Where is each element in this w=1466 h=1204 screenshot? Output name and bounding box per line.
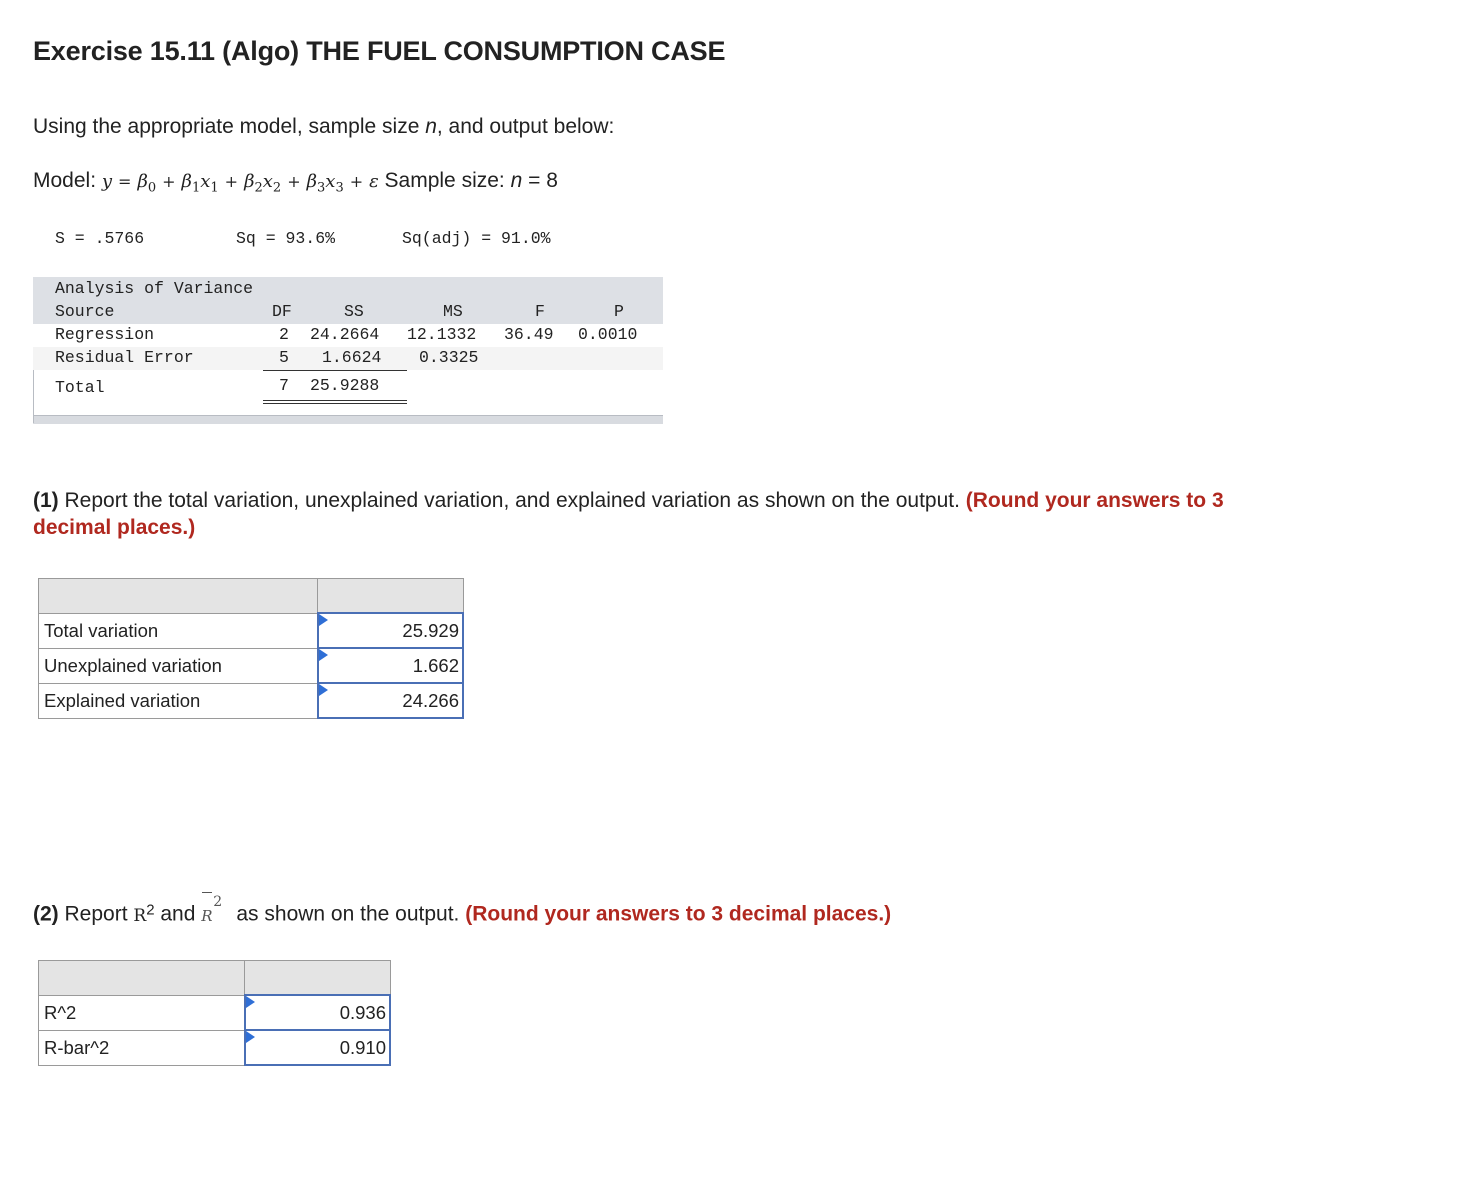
header-cell: [39, 961, 245, 996]
answer-table-header: [39, 579, 464, 614]
anova-left-border: [33, 370, 34, 423]
flag-icon: [319, 649, 328, 661]
answer-table-header: [39, 961, 391, 996]
table-row: [39, 683, 464, 718]
header-cell: [39, 579, 318, 614]
anova-col-ss: SS: [344, 302, 364, 321]
question-1-number: (1): [33, 489, 59, 512]
sample-size-value: 8: [546, 169, 558, 192]
r-bar-squared-input[interactable]: [245, 1030, 391, 1065]
question-1: [33, 487, 1433, 541]
row-label: R^2: [39, 995, 245, 1030]
anova-row-df: 7: [279, 376, 289, 395]
answer-value: 1.662: [412, 654, 459, 676]
model-equation: $y = \beta_0 + \beta_1x_1 + \beta_2x_2 + \beta_3x_3 + \varepsilon$: [101, 171, 385, 196]
anova-col-p: P: [614, 302, 624, 321]
anova-row-f: 36.49: [504, 325, 554, 344]
answer-value: 0.936: [339, 1001, 386, 1023]
question-2-and: and: [154, 902, 202, 926]
total-variation-input[interactable]: [318, 613, 464, 648]
answer-table-1: [38, 578, 464, 719]
question-2-number: (2): [33, 902, 59, 926]
intro-post: , and output below:: [436, 115, 615, 138]
answer-table-2: [38, 960, 391, 1066]
r-sup: 2: [146, 901, 155, 918]
r-bar-squared-symbol: [201, 893, 223, 930]
sample-size-label: Sample size:: [384, 169, 505, 192]
flag-icon: [319, 684, 328, 696]
table-row: [39, 648, 464, 683]
anova-col-df: DF: [272, 302, 292, 321]
anova-row-ms: 12.1332: [407, 325, 477, 344]
anova-sum-rule: [263, 370, 407, 371]
question-1-instruction: (Round your answers to 3: [965, 489, 1224, 512]
intro-pre: Using the appropriate model, sample size: [33, 115, 426, 138]
answer-value: 25.929: [402, 619, 459, 641]
anova-col-source: Source: [55, 302, 115, 321]
anova-row-df: 5: [279, 348, 289, 367]
anova-row-ss: 24.2664: [310, 325, 380, 344]
stat-s: S = .5766: [55, 229, 145, 248]
flag-icon: [319, 614, 328, 626]
unexplained-variation-input[interactable]: [318, 648, 464, 683]
anova-bottom-bar: [33, 415, 663, 424]
answer-value: 24.266: [402, 689, 459, 711]
question-2-post: as shown on the output.: [230, 902, 466, 926]
header-cell: [318, 579, 464, 614]
rbar-sup: 2: [213, 893, 223, 910]
sample-size-var: n: [510, 169, 523, 192]
anova-heading: Analysis of Variance: [55, 279, 254, 298]
table-row: [39, 995, 391, 1030]
stat-sq: Sq = 93.6%: [236, 229, 336, 248]
question-2-pre: Report: [58, 902, 134, 926]
question-2: [33, 893, 892, 930]
model-label: Model:: [33, 169, 97, 192]
table-row: [39, 1030, 391, 1065]
anova-row-ss: 1.6624: [322, 348, 382, 367]
row-label: R-bar^2: [39, 1030, 245, 1065]
anova-total-rule-1: [263, 400, 407, 401]
row-label: Unexplained variation: [39, 648, 318, 683]
intro-n: n: [425, 115, 437, 138]
model-line: Model: $y = \beta_0 + \beta_1x_1 + \beta_2x_2 + \beta_3x_3 + \varepsilon$ Sample size: n = 8: [33, 169, 558, 196]
anova-total-rule-2: [263, 403, 407, 404]
rbar-symbol: R: [201, 906, 213, 925]
flag-icon: [246, 1031, 255, 1043]
anova-col-ms: MS: [443, 302, 463, 321]
intro-text: [33, 115, 614, 139]
question-1-instruction-cont: decimal places.): [33, 516, 196, 539]
overbar: [202, 892, 212, 893]
row-label: Total variation: [39, 613, 318, 648]
header-cell: [245, 961, 391, 996]
anova-row-source: Total: [55, 378, 105, 397]
anova-row-df: 2: [279, 325, 289, 344]
page-title: Exercise 15.11 (Algo) THE FUEL CONSUMPTION CASE: [33, 36, 726, 66]
question-1-text: Report the total variation, unexplained variation, and explained variation as shown on the output.: [58, 489, 966, 512]
question-2-instruction: (Round your answers to 3 decimal places.): [465, 902, 892, 926]
anova-row-source: Residual Error: [55, 348, 194, 367]
anova-row-ss: 25.9288: [310, 376, 380, 395]
stat-sq-adj: Sq(adj) = 91.0%: [402, 229, 551, 248]
flag-icon: [246, 996, 255, 1008]
anova-col-f: F: [535, 302, 545, 321]
r-squared-symbol: [133, 901, 155, 926]
anova-row-p: 0.0010: [578, 325, 638, 344]
anova-row-ms: 0.3325: [419, 348, 479, 367]
table-row: [39, 613, 464, 648]
anova-row-source: Regression: [55, 325, 155, 344]
r-symbol: R: [133, 905, 147, 926]
answer-value: 0.910: [339, 1036, 386, 1058]
r-squared-input[interactable]: [245, 995, 391, 1030]
row-label: Explained variation: [39, 683, 318, 718]
explained-variation-input[interactable]: [318, 683, 464, 718]
